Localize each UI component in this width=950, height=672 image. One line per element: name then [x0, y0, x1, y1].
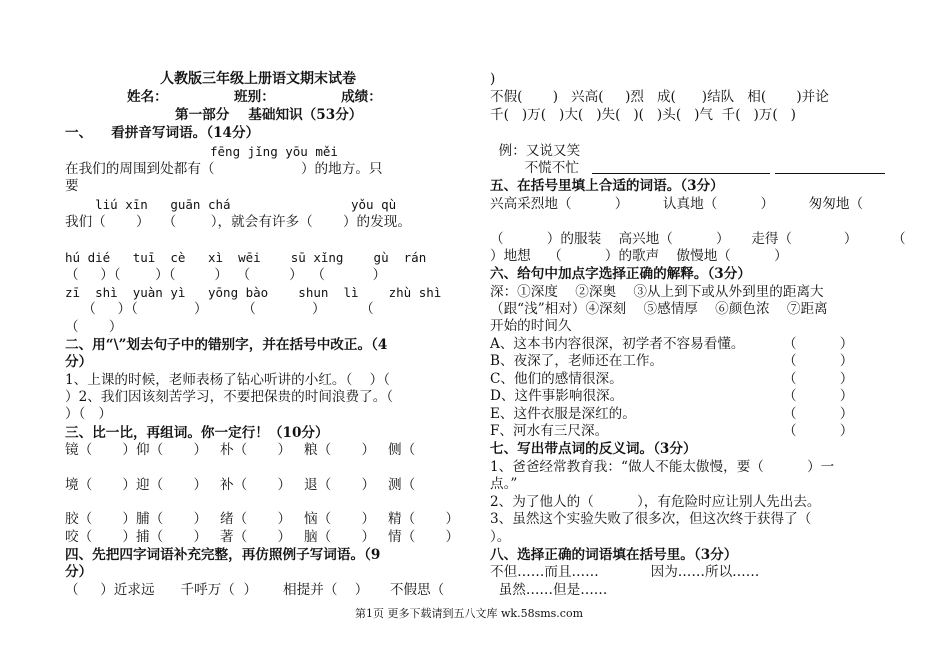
section-4-row-1: （ ）近求远 千呼万（ ） 相提并（ ） 不假思（ [65, 582, 445, 598]
pinyin-row-2: liú xīn guān chá yǒu qù [65, 197, 397, 212]
section-2-heading: 二、用“\”划去句子中的错别字，并在括号中改正。（4 [65, 337, 388, 353]
section-8-options-2: 虽然……但是…… [490, 582, 608, 598]
section-6-options-3: 开始的时间久 [490, 318, 572, 334]
section-3-heading: 三、比一比，再组词。你一定行！（10分） [65, 425, 329, 441]
section-6-item-a: A、这本书内容很深，初学者不容易看懂。 [490, 336, 745, 352]
section-4-bracket-close: ) [490, 71, 496, 87]
section-6-item-e: E、这件衣服是深红的。 [490, 406, 636, 422]
section-6-item-f: F、河水有三尺深。 [490, 423, 609, 439]
section-2-sentence-2: ）2、我们因该刻苦学习，不要把保贵的时间浪费了。（ [65, 389, 394, 405]
section-3-row-3: 胶（ ）脯（ ） 绪（ ） 恼（ ） 精（ ） [65, 511, 460, 527]
section-6-paren-a: （ ） [783, 336, 854, 352]
section-6-paren-d: （ ） [783, 388, 854, 404]
section-4-example: 例：又说又笑 [490, 143, 581, 159]
answer-line-1[interactable] [592, 173, 770, 174]
section-5-heading: 五、在括号里填上合适的词语。（3分） [490, 178, 724, 194]
pinyin-row-1: fēng jǐng yōu měi [210, 144, 338, 159]
section-6-item-d: D、这件事影响很深。 [490, 388, 624, 404]
section-7-sentence-1b: 点。” [490, 476, 518, 492]
answer-brackets-row-4: （ ）（ ） （ ） （ [65, 301, 374, 317]
answer-brackets-row-3: （ ）（ ）（ ） （ ） （ ） [65, 267, 387, 283]
section-6-paren-e: （ ） [783, 406, 854, 422]
section-3-row-2: 境（ ）迎（ ） 补（ ） 退（ ） 测（ [65, 477, 416, 493]
section-1-sentence-2: 我们（ ） （ ），就会有许多（ ）的发现。 [65, 214, 411, 230]
section-1-sentence-1b: 要 [65, 178, 79, 194]
section-8-options-1: 不但……而且…… 因为……所以…… [490, 564, 760, 580]
pinyin-row-3: hú dié tuī cè xì wēi sū xǐng gù rán [65, 250, 427, 265]
section-7-sentence-3b: ）。 [490, 529, 511, 545]
section-1-heading: 一、 看拼音写词语。（14分） [65, 125, 260, 141]
section-7-sentence-3: 3、虽然这个实验失败了很多次，但这次终于获得了（ [490, 511, 812, 527]
pinyin-row-4: zī shì yuàn yì yōng bào shun lì zhù shì [65, 285, 442, 300]
section-7-heading: 七、写出带点词的反义词。（3分） [490, 441, 697, 457]
section-6-heading: 六、给句中加点字选择正确的解释。（3分） [490, 266, 751, 282]
section-1-sentence-1: 在我们的周围到处都有（ ）的地方。只 [65, 161, 383, 177]
section-4-row-2: 不假( ) 兴高( )烈 成( )结队 相( )并论 [490, 89, 829, 105]
section-6-paren-c: （ ） [783, 371, 854, 387]
section-4-heading: 四、先把四字词语补充完整，再仿照例子写词语。（9 [65, 547, 381, 563]
section-6-item-c: C、他们的感情很深。 [490, 371, 623, 387]
section-6-options-2: （跟“浅”相对）④深刻 ⑤感情厚 ⑥颜色浓 ⑦距离 [490, 301, 828, 317]
page-footer: 第1页 更多下载请到五八文库 wk.58sms.com [355, 607, 583, 620]
answer-brackets-row-4b: （ ） [65, 319, 123, 335]
section-6-options-1: 深：①深度 ②深奥 ③从上到下或从外到里的距离大 [490, 284, 824, 300]
section-7-sentence-2: 2、为了他人的（ ），有危险时应让别人先出去。 [490, 494, 821, 510]
section-3-row-4: 咬（ ）捕（ ） 著（ ） 脑（ ） 情（ ） [65, 529, 460, 545]
section-2-heading-cont: 分） [65, 354, 93, 370]
section-7-sentence-1: 1、爸爸经常教育我：“做人不能太傲慢，要（ ）一 [490, 459, 835, 475]
section-8-heading: 八、选择正确的词语填在括号里。（3分） [490, 547, 738, 563]
section-5-row-1: 兴高采烈地（ ） 认真地（ ） 匆匆地（ [490, 196, 864, 212]
section-2-sentence-1: 1、上课的时候，老师表杨了钻心听讲的小红。（ ）（ [65, 372, 390, 388]
part-one-heading: 第一部分 基础知识（53分） [175, 107, 363, 123]
section-4-row-3: 千( )万( )大( )失( )( )头( )气 千( )万( ) [490, 107, 796, 123]
exam-title: 人教版三年级上册语文期末试卷 [160, 71, 356, 87]
section-4-example-prompt: 不慌不忙 [490, 160, 579, 176]
student-info-line: 姓名： 班别： 成绩： [127, 89, 382, 105]
section-5-row-3: ）地想 （ ）的歌声 傲慢地（ ） [490, 248, 788, 264]
section-4-heading-cont: 分） [65, 564, 93, 580]
section-5-row-2: （ ）的服装 高兴地（ ） 走得（ ） （ [490, 231, 906, 247]
section-6-paren-b: （ ） [783, 353, 854, 369]
answer-line-2[interactable] [775, 173, 885, 174]
section-6-paren-f: （ ） [783, 423, 854, 439]
section-3-row-1: 镜（ ）仰（ ） 朴（ ） 粮（ ） 侧（ [65, 442, 416, 458]
section-2-sentence-2b: ）（ ） [65, 406, 112, 422]
section-6-item-b: B、夜深了，老师还在工作。 [490, 353, 664, 369]
